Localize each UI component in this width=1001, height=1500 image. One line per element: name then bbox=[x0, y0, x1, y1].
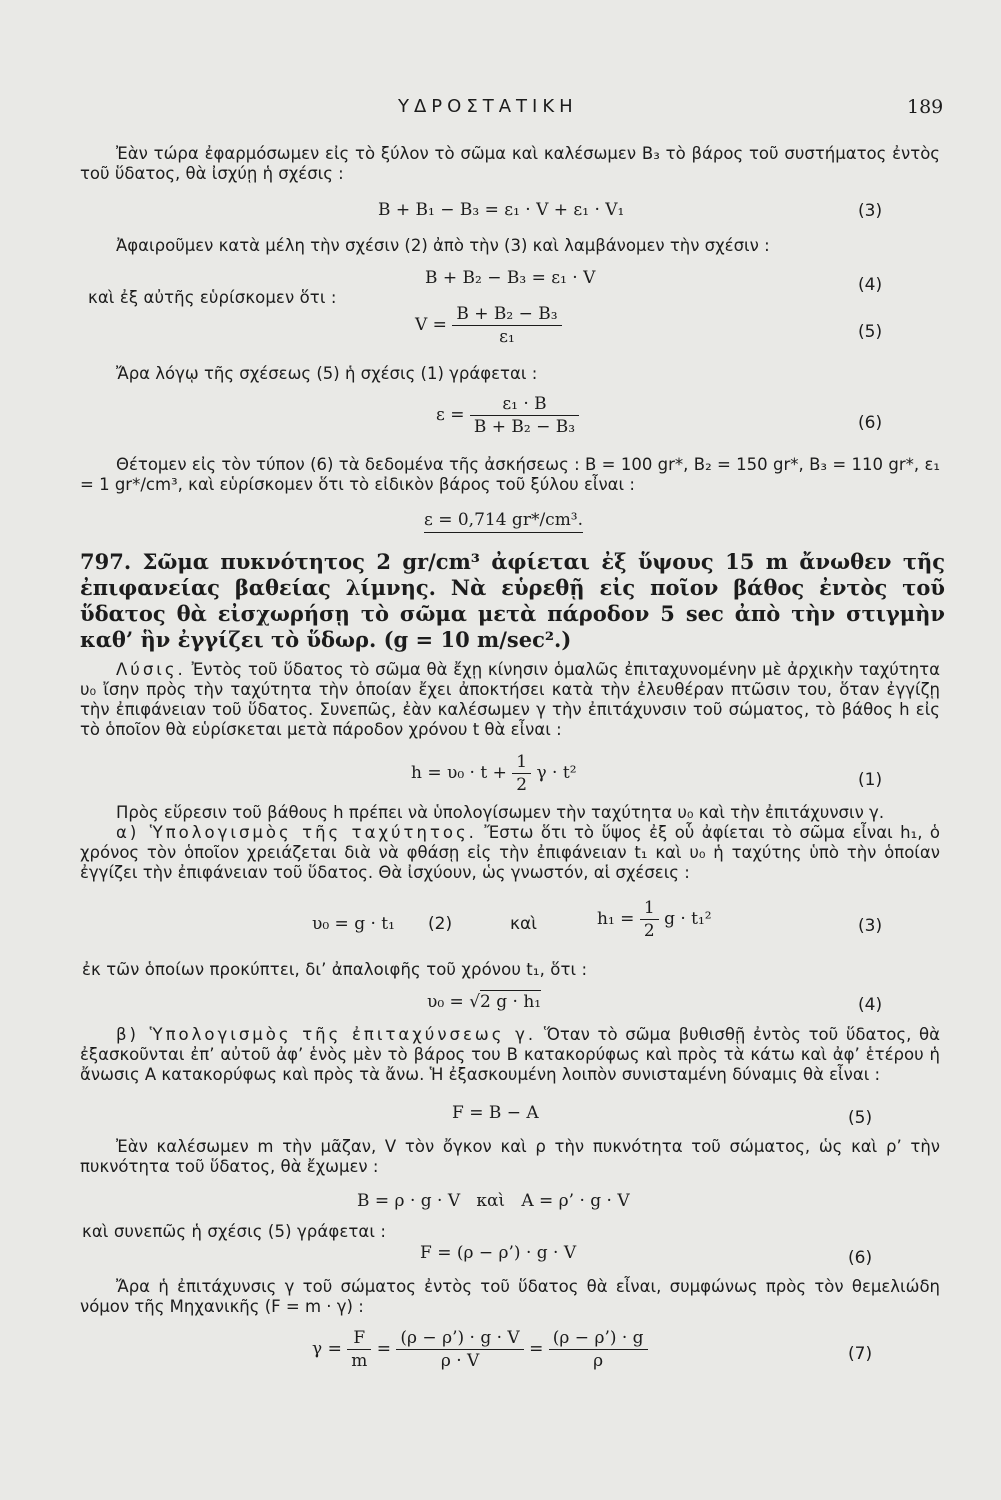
equation-5-lhs: V = bbox=[415, 315, 447, 335]
equation-6-lhs: ε = bbox=[436, 405, 465, 425]
solution-paragraph-5: καὶ συνεπῶς ἡ σχέσις (5) γράφεται : bbox=[82, 1222, 387, 1241]
problem-statement bbox=[80, 549, 945, 653]
intro-paragraph-1 bbox=[80, 144, 940, 184]
equation-7-fraction-1-denominator: m bbox=[351, 1351, 368, 1371]
equation-3-intro: B + B₁ − B₃ = ε₁ · V + ε₁ · V₁ bbox=[378, 200, 625, 220]
solution-paragraph-2-text: Πρὸς εὕρεσιν τοῦ βάθους h πρέπει νὰ ὑπολογίσωμεν τὴν ταχύτητα υ₀ καὶ τὴν ἐπιτάχυνσιν γ. bbox=[116, 803, 885, 822]
equation-4-intro: B + B₂ − B₃ = ε₁ · V bbox=[425, 268, 596, 288]
equation-1-denominator: 2 bbox=[516, 775, 528, 795]
solution-equation-7 bbox=[312, 1328, 648, 1371]
solution-equation-6: F = (ρ − ρ’) · g · V bbox=[420, 1243, 577, 1263]
subsection-a bbox=[80, 823, 940, 883]
subsection-b-text: Ὅταν τὸ σῶμα βυθισθῇ ἐντὸς τοῦ ὕδατος, θὰ ἐξασκοῦνται ἐπ’ αὐτοῦ ἀφ’ ἑνὸς μὲν τὸ βάρος του B κατακορύφως καὶ πρὸς τὰ κάτω καὶ ἀφ’ ἑτέρου ἡ ἄνωσις A κατακορύφως καὶ πρὸς τὰ ἄνω. Ἡ ἐξασκουμένη λοιπὸν συνισταμένη δύναμις θὰ εἶναι : bbox=[80, 1025, 940, 1084]
equation-3-numerator: 1 bbox=[640, 898, 659, 920]
problem-number: 797. bbox=[80, 549, 132, 574]
equation-5-fraction bbox=[452, 304, 561, 347]
equation-5-intro bbox=[415, 304, 562, 347]
solution-equation-7-number: (7) bbox=[848, 1344, 873, 1364]
equation-7-fraction-3 bbox=[549, 1328, 648, 1371]
solution-paragraph-1 bbox=[80, 660, 940, 740]
equation-5-intro-number: (5) bbox=[858, 322, 883, 342]
solution-equation-1 bbox=[411, 752, 577, 795]
equation-1-part-b: γ · t² bbox=[536, 763, 577, 783]
equation-7-fraction-3-numerator: (ρ − ρ’) · g bbox=[549, 1328, 648, 1350]
intro-paragraph-5 bbox=[80, 455, 940, 495]
equation-7-fraction-2-numerator: (ρ − ρ’) · g · V bbox=[396, 1328, 523, 1350]
equation-3-denominator: 2 bbox=[643, 921, 655, 941]
equation-3-part-b: g · t₁² bbox=[664, 909, 712, 929]
equation-6-denominator: B + B₂ − B₃ bbox=[473, 417, 576, 437]
equation-4-intro-number: (4) bbox=[858, 275, 883, 295]
result-value: ε = 0,714 gr*/cm³. bbox=[424, 510, 583, 533]
solution-paragraph-3: ἐκ τῶν ὁποίων προκύπτει, δι’ ἀπαλοιφῆς τοῦ χρόνου t₁, ὅτι : bbox=[82, 960, 588, 979]
result-line bbox=[424, 510, 583, 530]
equation-4-radicand: 2 g · h₁ bbox=[480, 992, 542, 1012]
running-header: ΥΔΡΟΣΤΑΤΙΚΗ bbox=[398, 96, 578, 117]
problem-text: Σῶμα πυκνότητος 2 gr/cm³ ἀφίεται ἐξ ὕψους 15 m ἄνωθεν τῆς ἐπιφανείας βαθείας λίμνης. Νὰ εὑρεθῇ εἰς ποῖον βάθος ἐντὸς τοῦ ὕδατος θὰ εἰσχωρήσῃ τὸ σῶμα μετὰ πάροδον 5 sec ἀπὸ τὴν στιγμὴν καθ’ ἣν ἐγγίζει τὸ ὕδωρ. (g = 10 m/sec².) bbox=[80, 549, 946, 652]
intro-paragraph-2 bbox=[80, 236, 940, 256]
subsection-a-label: α) Ὑπολογισμὸς τῆς ταχύτητος. bbox=[116, 823, 477, 842]
intro-paragraph-3: καὶ ἐξ αὐτῆς εὑρίσκομεν ὅτι : bbox=[88, 288, 337, 307]
solution-equation-5-number: (5) bbox=[848, 1108, 873, 1128]
equation-7-fraction-2-denominator: ρ · V bbox=[440, 1351, 480, 1371]
solution-equation-3-number: (3) bbox=[858, 916, 883, 936]
solution-equation-2: υ₀ = g · t₁ bbox=[312, 914, 395, 934]
subsection-a-text: Ἔστω ὅτι τὸ ὕψος ἐξ οὗ ἀφίεται τὸ σῶμα εἶναι h₁, ὁ χρόνος τὸν ὁποῖον χρειάζεται διὰ νὰ φθάσῃ εἰς τὴν ἐπιφάνειαν t₁ καὶ υ₀ ἡ ταχύτης ὑπὸ τὴν ὁποίαν ἐγγίζει τὴν ἐπιφάνειαν τοῦ ὕδατος. Θὰ ἰσχύουν, ὡς γνωστόν, αἱ σχέσεις : bbox=[80, 823, 941, 882]
intro-paragraph-5-text: Θέτομεν εἰς τὸν τύπον (6) τὰ δεδομένα τῆς ἀσκήσεως : B = 100 gr*, B₂ = 150 gr*, B₃ = 110 gr*, ε₁ = 1 gr*/cm³, καὶ εὑρίσκομεν ὅτι τὸ εἰδικὸν βάρος τοῦ ξύλου εἶναι : bbox=[80, 455, 940, 494]
solution-equation-5: F = B − A bbox=[452, 1103, 539, 1123]
solution-equation-4-number: (4) bbox=[858, 995, 883, 1015]
equation-3-part-a: h₁ = bbox=[597, 909, 635, 929]
solution-equation-3 bbox=[597, 898, 712, 941]
solution-equation-2-number: (2) bbox=[428, 914, 453, 934]
intro-paragraph-4 bbox=[80, 364, 940, 384]
solution-paragraph-6 bbox=[80, 1277, 940, 1317]
intro-paragraph-1-text: Ἐὰν τώρα ἐφαρμόσωμεν εἰς τὸ ξύλον τὸ σῶμα καὶ καλέσωμεν B₃ τὸ βάρος τοῦ συστήματος ἐντὸς τοῦ ὕδατος, θὰ ἰσχύῃ ἡ σχέσις : bbox=[80, 144, 940, 183]
equation-7-fraction-1 bbox=[347, 1328, 371, 1371]
solution-equation-6-number: (6) bbox=[848, 1248, 873, 1268]
subsection-b-label: β) Ὑπολογισμὸς τῆς ἐπιταχύνσεως γ. bbox=[116, 1025, 537, 1044]
conjunction-and: καὶ bbox=[510, 914, 537, 934]
equation-5-denominator: ε₁ bbox=[499, 327, 515, 347]
solution-equation-1-number: (1) bbox=[858, 770, 883, 790]
equation-1-fraction bbox=[512, 752, 531, 795]
solution-equation-4 bbox=[427, 992, 541, 1012]
equation-1-numerator: 1 bbox=[512, 752, 531, 774]
equation-7-fraction-2 bbox=[396, 1328, 523, 1371]
intro-paragraph-2-text: Ἀφαιροῦμεν κατὰ μέλη τὴν σχέσιν (2) ἀπὸ τὴν (3) καὶ λαμβάνομεν τὴν σχέσιν : bbox=[116, 236, 770, 255]
equation-7-fraction-3-denominator: ρ bbox=[593, 1351, 604, 1371]
solution-label: Λύσις. bbox=[116, 660, 186, 679]
equation-1-part-a: h = υ₀ · t + bbox=[411, 763, 507, 783]
intro-paragraph-4-text: Ἄρα λόγῳ τῆς σχέσεως (5) ἡ σχέσις (1) γράφεται : bbox=[116, 364, 538, 383]
equation-6-intro-number: (6) bbox=[858, 413, 883, 433]
solution-paragraph-2 bbox=[80, 803, 940, 823]
equation-6-fraction bbox=[470, 394, 579, 437]
solution-paragraph-4-text: Ἐὰν καλέσωμεν m τὴν μᾶζαν, V τὸν ὄγκον καὶ ρ τὴν πυκνότητα τοῦ σώματος, ὡς καὶ ρ’ τὴν πυκνότητα τοῦ ὕδατος, θὰ ἔχωμεν : bbox=[80, 1137, 940, 1176]
page-number: 189 bbox=[907, 96, 944, 118]
equation-7-fraction-1-numerator: F bbox=[347, 1328, 371, 1350]
equation-3-intro-number: (3) bbox=[858, 201, 883, 221]
solution-paragraph-1-text: Ἐντὸς τοῦ ὕδατος τὸ σῶμα θὰ ἔχῃ κίνησιν ὁμαλῶς ἐπιταχυνομένην μὲ ἀρχικὴν ταχύτητα υ₀ ἴσην πρὸς τὴν ταχύτητα τὴν ὁποίαν ἔχει ἀποκτήσει κατὰ τὴν ἐλευθέραν πτῶσιν του, ὅταν ἐγγίζῃ τὴν ἐπιφάνειαν τοῦ ὕδατος. Συνεπῶς, ἐὰν καλέσωμεν γ τὴν ἐπιτάχυνσιν τοῦ σώματος, τὸ βάθος h εἰς τὸ ὁποῖον θὰ εὑρίσκεται μετὰ πάροδον χρόνου t θὰ εἶναι : bbox=[80, 660, 940, 739]
solution-paragraph-4 bbox=[80, 1137, 940, 1177]
solution-paragraph-6-text: Ἄρα ἡ ἐπιτάχυνσις γ τοῦ σώματος ἐντὸς τοῦ ὕδατος θὰ εἶναι, συμφώνως πρὸς τὸν θεμελιώδη νόμον τῆς Μηχανικῆς (F = m · γ) : bbox=[80, 1277, 940, 1316]
solution-equation-weight-buoyancy: B = ρ · g · V καὶ A = ρ’ · g · V bbox=[357, 1191, 630, 1211]
subsection-b bbox=[80, 1025, 940, 1085]
equation-6-numerator: ε₁ · B bbox=[470, 394, 579, 416]
equation-7-lhs: γ = bbox=[312, 1339, 342, 1359]
equation-7-equals-2: = bbox=[529, 1339, 544, 1359]
equation-7-equals-1: = bbox=[376, 1339, 391, 1359]
equation-3-fraction bbox=[640, 898, 659, 941]
equation-5-numerator: B + B₂ − B₃ bbox=[452, 304, 561, 326]
equation-4-sqrt-sign: υ₀ = √ bbox=[427, 992, 481, 1012]
equation-6-intro bbox=[436, 394, 579, 437]
